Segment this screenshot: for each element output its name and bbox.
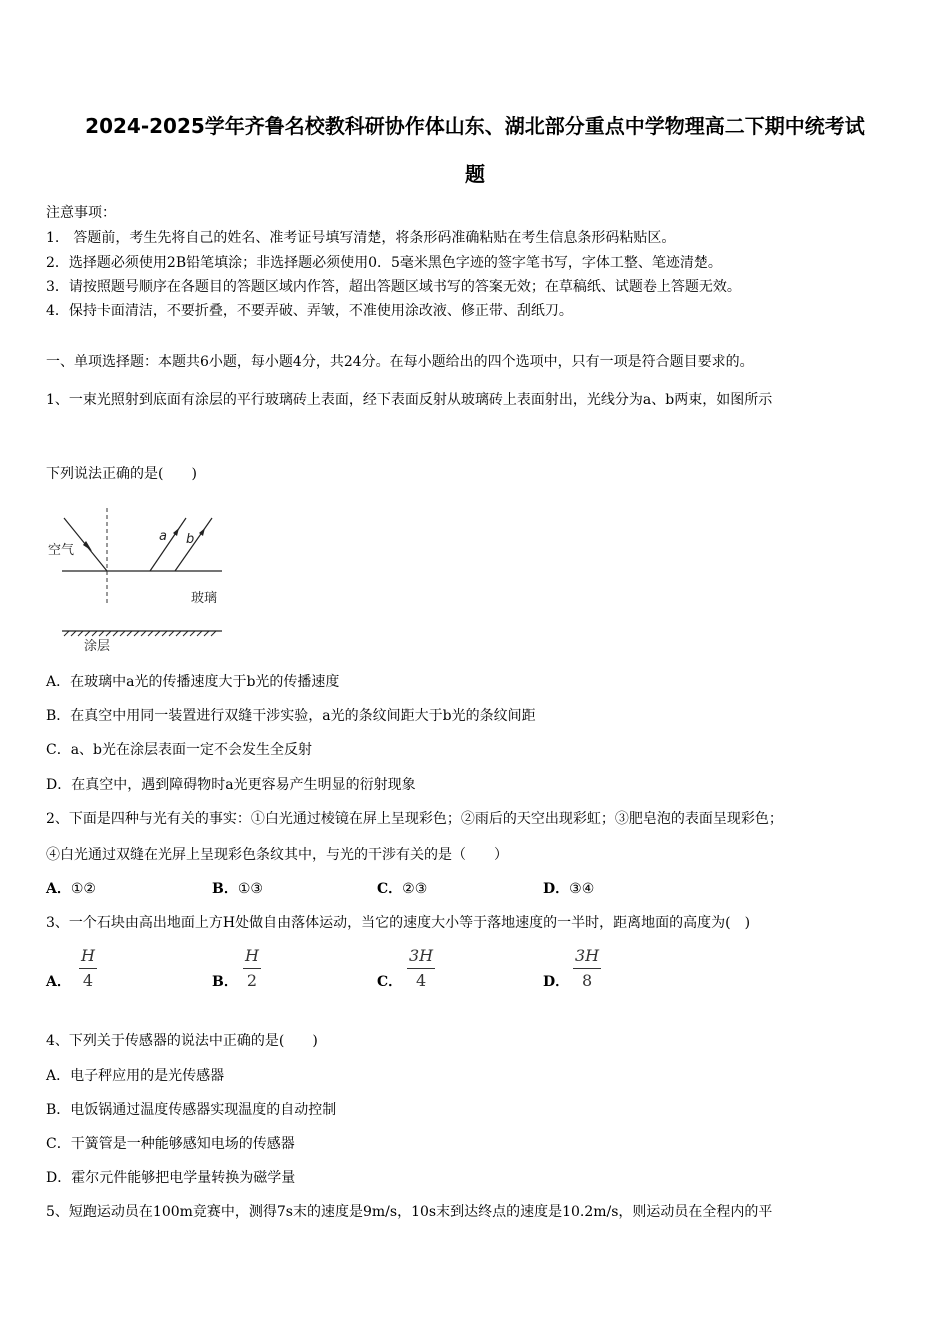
notice-item: 4．保持卡面清洁，不要折叠，不要弄破、弄皱，不准使用涂改液、修正带、刮纸刀。 <box>46 303 573 319</box>
notice-item: 1. 答题前，考生先将自己的姓名、准考证号填写清楚，将条形码准确粘贴在考生信息条形码粘贴区。 <box>46 230 676 246</box>
ray-a-label: a <box>159 529 167 544</box>
question-3-option-b-fraction: H 2 <box>245 946 259 990</box>
question-1-option-b: B．在真空中用同一装置进行双缝干涉实验，a光的条纹间距大于b光的条纹间距 <box>46 708 536 724</box>
question-1-option-d: D．在真空中，遇到障碍物时a光更容易产生明显的衍射现象 <box>46 777 416 793</box>
light-refraction-diagram <box>46 508 246 658</box>
exam-title-line-2: 题 <box>465 162 485 186</box>
question-2-stem: 2、下面是四种与光有关的事实：①白光通过棱镜在屏上呈现彩色；②雨后的天空出现彩虹；③肥皂泡的表面呈现彩色； <box>46 811 783 827</box>
question-2-option-b: B．①③ <box>212 881 263 897</box>
question-3-option-c-fraction: 3H 4 <box>409 946 434 990</box>
question-5-stem: 5、短跑运动员在100m竞赛中，测得7s末的速度是9m/s，10s末到达终点的速度是10.2m/s，则运动员在全程内的平 <box>46 1204 773 1220</box>
question-4-option-d: D．霍尔元件能够把电学量转换为磁学量 <box>46 1170 296 1186</box>
question-1-option-a: A．在玻璃中a光的传播速度大于b光的传播速度 <box>46 674 340 690</box>
question-1-option-c: C．a、b光在涂层表面一定不会发生全反射 <box>46 742 313 758</box>
question-4-option-b: B．电饭锅通过温度传感器实现温度的自动控制 <box>46 1102 337 1118</box>
question-3-option-d-fraction: 3H 8 <box>575 946 600 990</box>
ray-b-label: b <box>186 532 195 547</box>
question-3-option-a-letter: A． <box>46 974 71 990</box>
section-heading: 一、单项选择题：本题共6小题，每小题4分，共24分。在每小题给出的四个选项中，只有一项是符合题目要求的。 <box>46 354 754 370</box>
exam-title-line-1: 2024-2025学年齐鲁名校教科研协作体山东、湖北部分重点中学物理高二下期中统考试 <box>85 114 865 138</box>
question-3-option-b-letter: B． <box>212 974 238 990</box>
question-1-stem-continued: 下列说法正确的是( ) <box>46 466 197 482</box>
question-1-stem: 1、一束光照射到底面有涂层的平行玻璃砖上表面，经下表面反射从玻璃砖上表面射出，光线分为a、b两束，如图所示 <box>46 392 773 408</box>
question-3-option-a-fraction: H 4 <box>81 946 95 990</box>
question-4-option-c: C．干簧管是一种能够感知电场的传感器 <box>46 1136 295 1152</box>
notice-item: 3．请按照题号顺序在各题目的答题区域内作答，超出答题区域书写的答案无效；在草稿纸、试题卷上答题无效。 <box>46 279 741 295</box>
question-2-option-c: C．②③ <box>377 881 428 897</box>
question-2-stem-continued: ④白光通过双缝在光屏上呈现彩色条纹其中，与光的干涉有关的是（ ） <box>46 847 508 863</box>
question-2-option-a: A．①② <box>46 881 96 897</box>
question-4-stem: 4、下列关于传感器的说法中正确的是( ) <box>46 1033 318 1049</box>
notice-heading: 注意事项： <box>46 205 116 221</box>
air-label: 空气 <box>48 543 75 558</box>
coating-hatching <box>64 631 216 636</box>
question-4-option-a: A．电子秤应用的是光传感器 <box>46 1068 225 1084</box>
glass-label: 玻璃 <box>191 591 218 606</box>
notice-item: 2．选择题必须使用2B铅笔填涂；非选择题必须使用0．5毫米黑色字迹的签字笔书写，字体工整、笔迹清楚。 <box>46 255 722 271</box>
question-2-option-d: D．③④ <box>543 881 595 897</box>
question-3-option-d-letter: D． <box>543 974 570 990</box>
question-3-stem: 3、一个石块由高出地面上方H处做自由落体运动，当它的速度大小等于落地速度的一半时，距离地面的高度为( ) <box>46 915 751 931</box>
question-3-option-c-letter: C． <box>377 974 403 990</box>
coating-label: 涂层 <box>84 639 111 654</box>
